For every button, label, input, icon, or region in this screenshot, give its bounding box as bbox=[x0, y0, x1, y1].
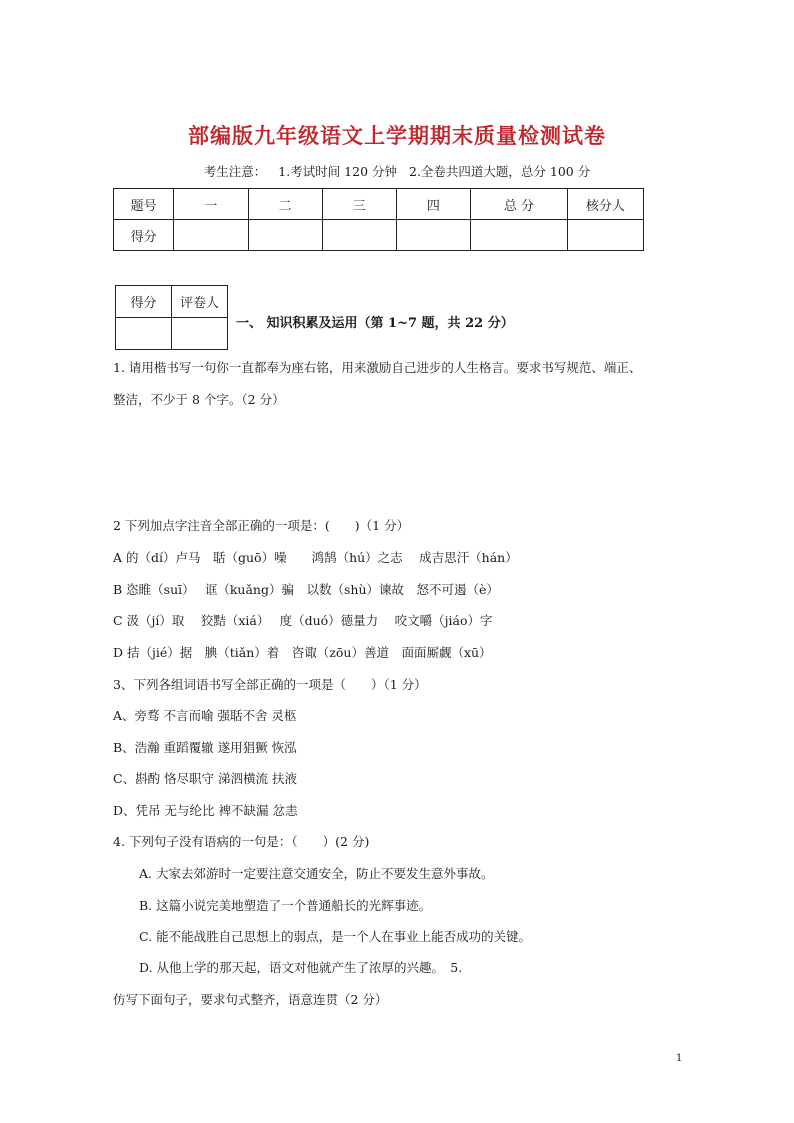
score-input-cell[interactable] bbox=[322, 220, 396, 251]
score-input-cell[interactable] bbox=[470, 220, 567, 251]
score-input-cell[interactable] bbox=[248, 220, 322, 251]
page-number: 1 bbox=[676, 1053, 683, 1064]
q3-option-c: C、斟酌 恪尽职守 涕泗横流 扶液 bbox=[113, 771, 297, 786]
score-header-cell: 三 bbox=[322, 189, 396, 220]
score-row-label: 得分 bbox=[114, 220, 174, 251]
notice-item-1: 1.考试时间 120 分钟 bbox=[278, 164, 397, 179]
q3-option-d: D、凭吊 无与纶比 裨不缺漏 忿恚 bbox=[113, 803, 298, 818]
page-title: 部编版九年级语文上学期期末质量检测试卷 bbox=[188, 124, 606, 148]
q4-option-a: A. 大家去郊游时一定要注意交通安全，防止不要发生意外事故。 bbox=[139, 866, 494, 881]
q3-option-b: B、浩瀚 重蹈覆辙 遂用猖獗 恢泓 bbox=[113, 740, 297, 755]
q5-stem: 仿写下面句子，要求句式整齐，语意连贯（2 分） bbox=[113, 992, 388, 1007]
grader-name-label: 评卷人 bbox=[172, 286, 228, 318]
score-header-cell: 核分人 bbox=[567, 189, 643, 220]
score-header-cell: 二 bbox=[248, 189, 322, 220]
exam-notice bbox=[0, 162, 794, 180]
q2-option-b: B 恣睢（suī） 诓（kuǎng）骗 以数（shù）谏故 怒不可遏（è） bbox=[113, 582, 499, 597]
grader-name-input[interactable] bbox=[172, 318, 228, 350]
notice-item-2: 2.全卷共四道大题，总分 100 分 bbox=[409, 164, 591, 179]
grader-score-input[interactable] bbox=[116, 318, 172, 350]
q2-option-d: D 拮（jié）据 腆（tiǎn）着 咨诹（zōu）善道 面面厮觑（xū） bbox=[113, 645, 492, 660]
q1-line-2: 整洁，不少于 8 个字。（2 分） bbox=[113, 392, 285, 407]
score-header-cell: 总 分 bbox=[470, 189, 567, 220]
score-header-cell: 题号 bbox=[114, 189, 174, 220]
score-input-cell[interactable] bbox=[567, 220, 643, 251]
score-input-cell[interactable] bbox=[396, 220, 470, 251]
score-table bbox=[113, 188, 644, 251]
q4-option-b: B. 这篇小说完美地塑造了一个普通船长的光辉事迹。 bbox=[139, 898, 432, 913]
q2-stem: 2 下列加点字注音全部正确的一项是：( )（1 分） bbox=[113, 518, 410, 533]
q4-option-d: D. 从他上学的那天起，语文对他就产生了浓厚的兴趣。 5. bbox=[139, 960, 463, 975]
q4-stem: 4. 下列句子没有语病的一句是：（ ）(2 分) bbox=[113, 834, 370, 849]
q3-stem: 3、下列各组词语书写全部正确的一项是（ ）（1 分） bbox=[113, 677, 427, 692]
grader-score-label: 得分 bbox=[116, 286, 172, 318]
score-table-score-row bbox=[114, 220, 644, 251]
score-input-cell[interactable] bbox=[174, 220, 248, 251]
grader-table bbox=[115, 285, 228, 350]
q4-option-c: C. 能不能战胜自己思想上的弱点，是一个人在事业上能否成功的关键。 bbox=[139, 929, 532, 944]
q2-option-c: C 汲（jí）取 狡黠（xiá） 度（duó）德量力 咬文嚼（jiáo）字 bbox=[113, 613, 493, 628]
q3-option-a: A、旁骛 不言而喻 强聒不舍 灵柩 bbox=[113, 708, 297, 723]
q1-line-1: 1. 请用楷书写一句你一直都奉为座右铭，用来激励自己进步的人生格言。要求书写规范、端正、 bbox=[113, 360, 642, 375]
score-header-cell: 四 bbox=[396, 189, 470, 220]
score-header-cell: 一 bbox=[174, 189, 248, 220]
q2-option-a: A 的（dí）卢马 聒（guō）噪 鸿鹄（hú）之志 成吉思汗（hán） bbox=[113, 550, 518, 565]
section-1-heading: 一、 知识积累及运用（第 1~7 题，共 22 分） bbox=[236, 316, 514, 331]
score-table-header-row bbox=[114, 189, 644, 220]
notice-label: 考生注意： bbox=[203, 164, 267, 179]
